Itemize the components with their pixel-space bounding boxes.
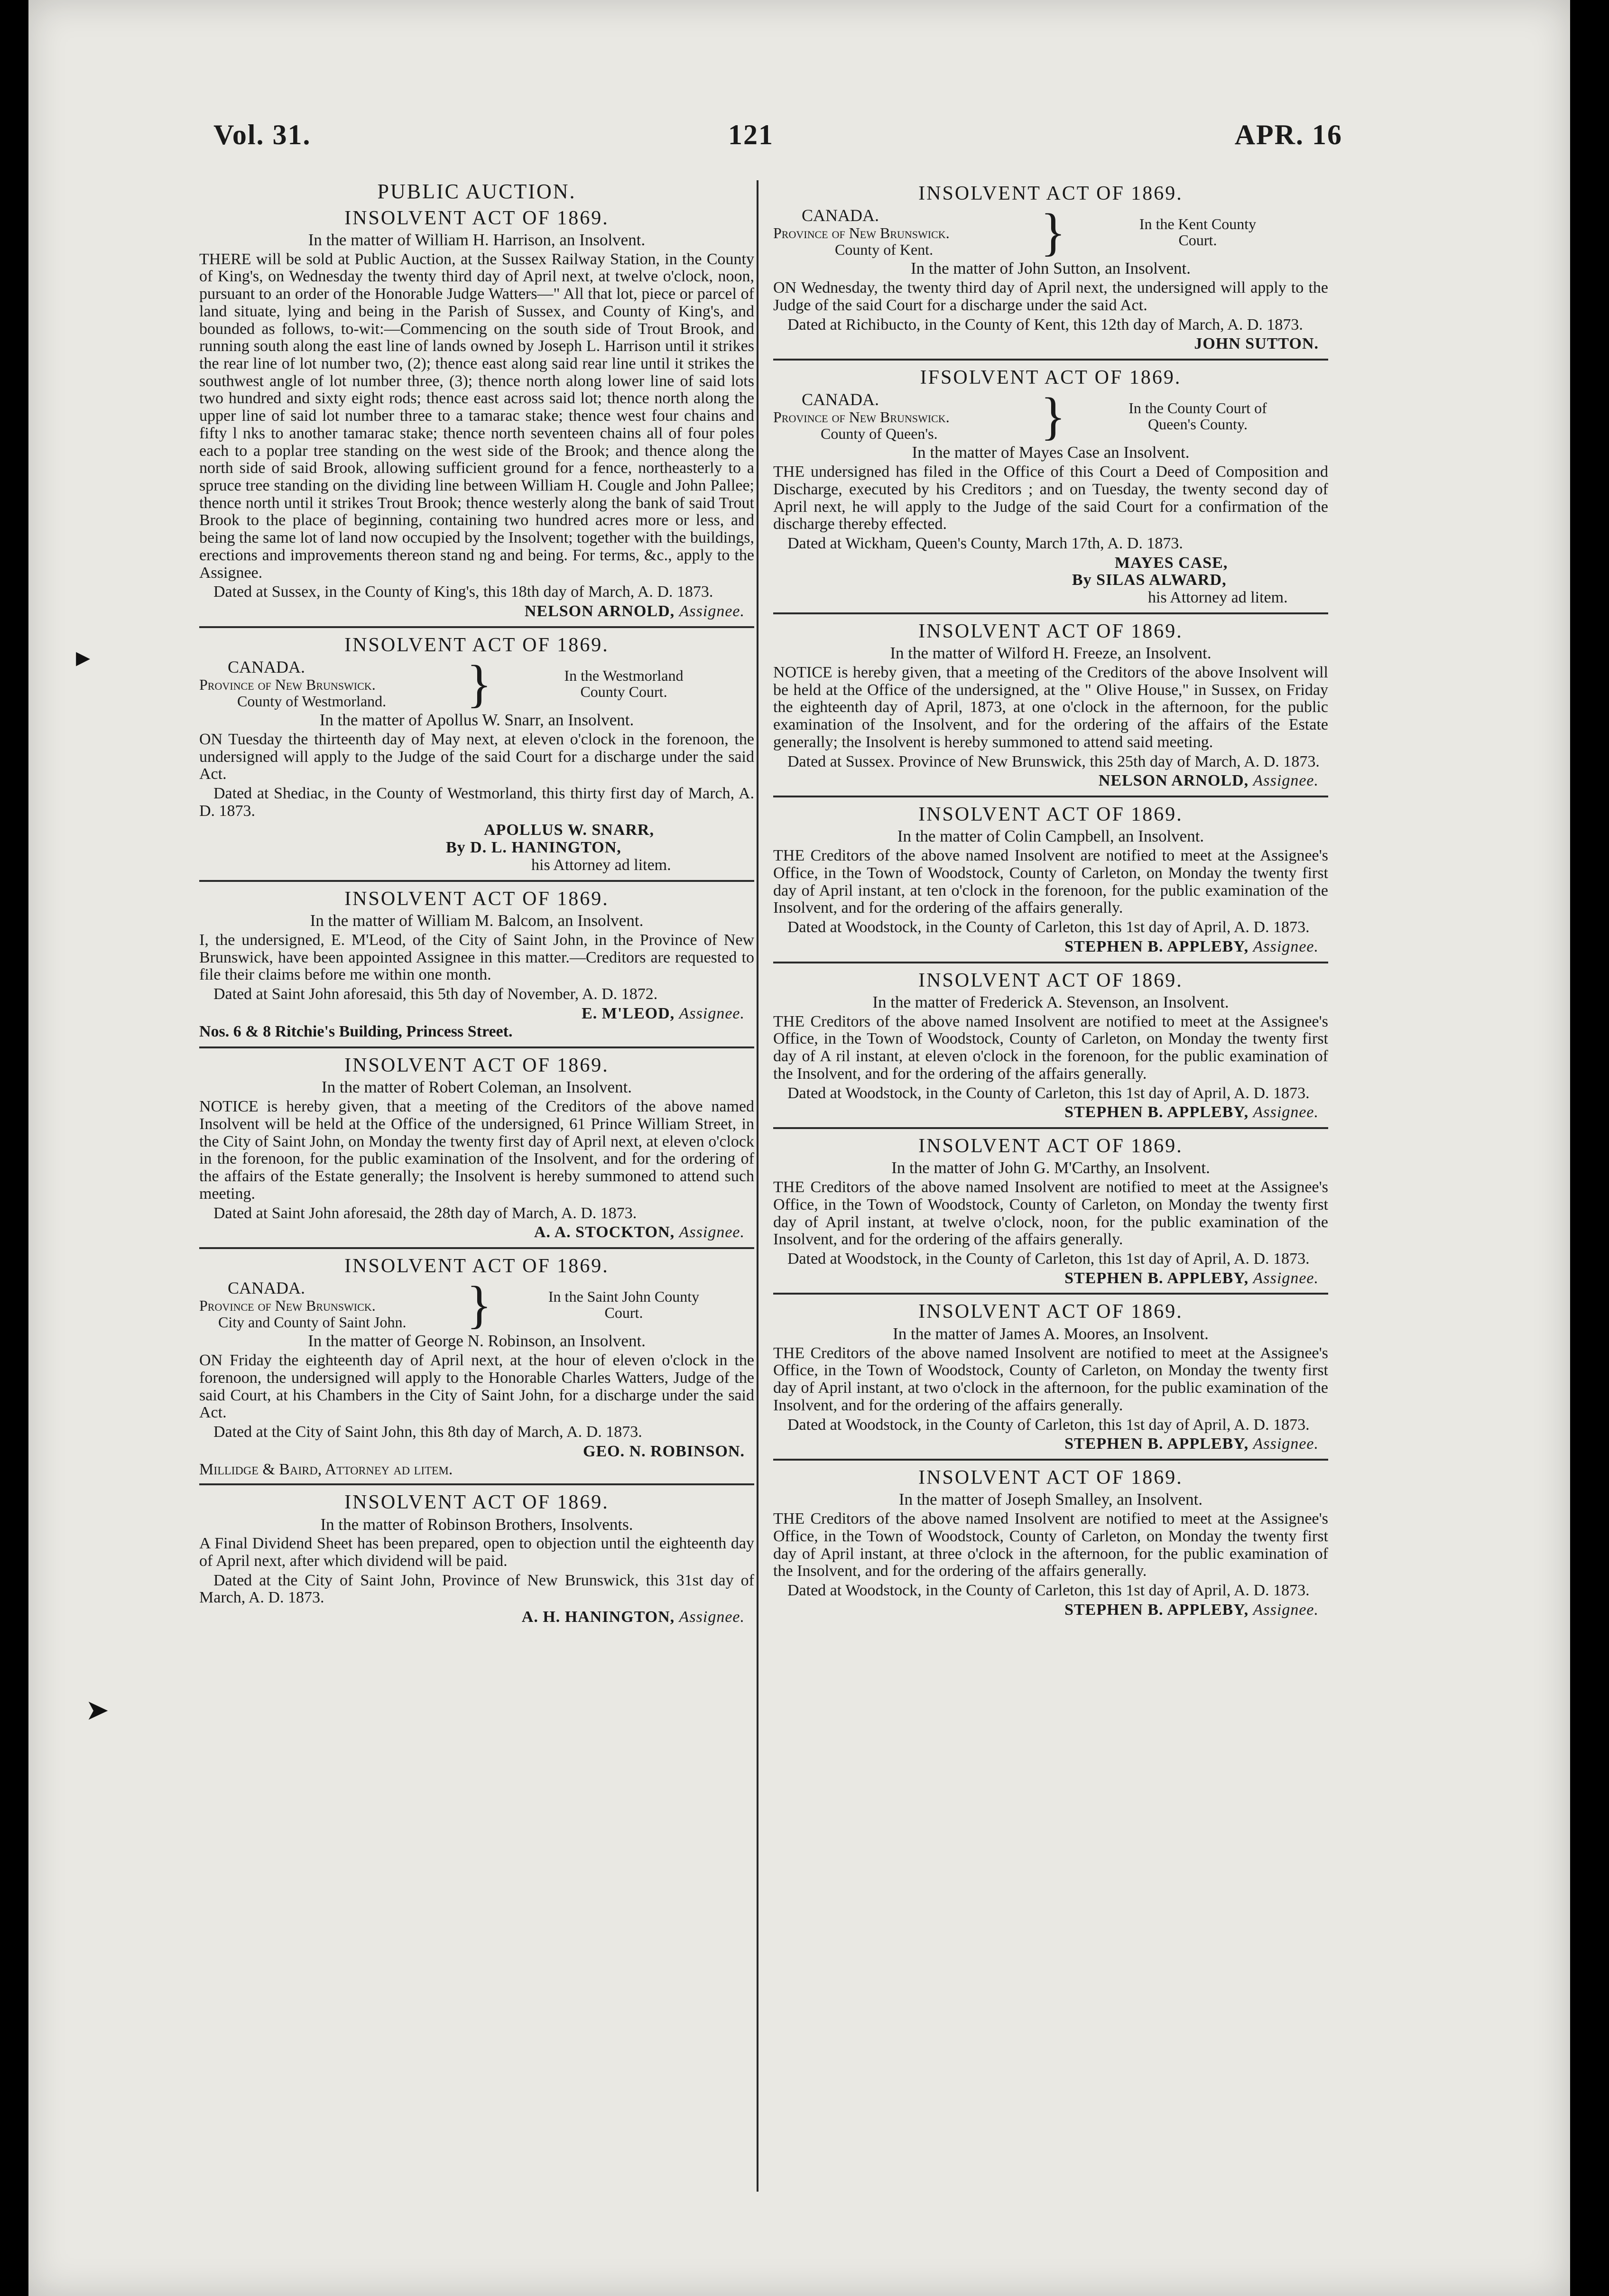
page-number: 121 bbox=[728, 119, 774, 150]
signer-name: STEPHEN B. APPLEBY, bbox=[1064, 1601, 1249, 1619]
notice-freeze bbox=[773, 621, 1328, 797]
notice-body: THE Creditors of the above named Insolvent are notified to meet at the Assignee's Office, in the Town of Woodstock, County of Carleton, on Monday the twenty first day of April instant, at ten o'clock in the forenoon, for the public examination of the Insolvent, and for the ordering of the affairs generally. bbox=[773, 847, 1328, 917]
jurisdiction-country: CANADA. bbox=[228, 657, 305, 677]
notice-dated: Dated at Woodstock, in the County of Carleton, this 1st day of April, A. D. 1873. bbox=[787, 1581, 1310, 1599]
jurisdiction-block bbox=[773, 387, 1328, 445]
signer-role: Assignee. bbox=[1253, 1103, 1319, 1121]
notice-body: THE Creditors of the above named Insolvent are notified to meet at the Assignee's Office, in the Town of Woodstock, County of Carleton, on Monday the twenty first day of April instant, at two o'clock in the afternoon, for the public examination of the Insolvent, and for the ordering of the affairs generally. bbox=[773, 1344, 1328, 1414]
notice-matter: In the matter of William H. Harrison, an Insolvent. bbox=[308, 230, 646, 249]
brace-icon: } bbox=[1040, 387, 1066, 445]
notice-signature bbox=[773, 938, 1319, 956]
notice-dated: Dated at Woodstock, in the County of Carleton, this 1st day of April, A. D. 1873. bbox=[787, 1084, 1310, 1102]
signer-name: STEPHEN B. APPLEBY, bbox=[1064, 937, 1249, 955]
notice-dated: Dated at Saint John aforesaid, the 28th day of March, A. D. 1873. bbox=[213, 1204, 637, 1222]
notice-dated: Dated at Saint John aforesaid, this 5th day of November, A. D. 1872. bbox=[213, 985, 658, 1003]
signature-block bbox=[199, 822, 754, 874]
signer-role: Assignee. bbox=[679, 1223, 745, 1241]
notice-title: INSOLVENT ACT OF 1869. bbox=[344, 1255, 609, 1278]
signer-name: A. H. HANINGTON, bbox=[521, 1608, 675, 1626]
jurisdiction-country: CANADA. bbox=[228, 1278, 305, 1298]
notice-dated: Dated at the City of Saint John, Province of New Brunswick, this 31st day of March, A. D. 1873. bbox=[199, 1571, 754, 1607]
notice-snarr bbox=[199, 635, 754, 882]
margin-mark-icon: ▸ bbox=[76, 641, 91, 673]
notice-balcom bbox=[199, 889, 754, 1048]
notice-title: INSOLVENT ACT OF 1869. bbox=[918, 1301, 1183, 1323]
notice-title: INSOLVENT ACT OF 1869. bbox=[344, 634, 609, 656]
attorney-role: his Attorney ad litem. bbox=[531, 856, 671, 874]
notice-harrison bbox=[199, 180, 754, 628]
notice-signature bbox=[199, 1609, 745, 1626]
notice-signature bbox=[773, 772, 1319, 790]
signature-block bbox=[773, 555, 1328, 607]
notice-title: INSOLVENT ACT OF 1869. bbox=[918, 969, 1183, 991]
jurisdiction-country: CANADA. bbox=[802, 206, 879, 225]
notice-dated: Dated at Woodstock, in the County of Carleton, this 1st day of April, A. D. 1873. bbox=[787, 1250, 1310, 1268]
notice-body: THERE will be sold at Public Auction, at the Sussex Railway Station, in the County of King's, on Wednesday the twenty third day of April next, at twelve o'clock, noon, pursuant to an order of the Honorable Judge Watters—" All that lot, piece or parcel of land situate, lying and being in the Parish of Sussex, and County of King's, and bounded as follows, to-wit:—Commencing on the south side of Trout Brook, and running south along the east line of lands owned by Joseph L. Harrison until it strikes the rear line of lot number two, (2); thence east along said rear line until it strikes the southwest angle of lot number three, (3); thence north along lower line of said lots two hundred and sixty eight rods; thence east across said lot; thence north along the upper line of said lot number three to a tamarac stake; thence west four chains and fifty l nks to another tamarac stake; thence north seventeen chains all of four poles each to a poplar tree standing on the west side of the Brook; and thence along the north side of said Brook, allowing sufficient ground for a fence, northeasterly to a spruce tree standing on the dividing line between William H. Cougle and John Pallee; thence north until it strikes Trout Brook; thence westerly along the bank of said Trout Brook to the place of beginning, containing two hundred acres more or less, and being the same lot of land now occupied by the Insolvent; together with the buildings, erections and improvements thereon stand ng and being. For terms, &c., apply to the Assignee. bbox=[199, 250, 754, 582]
signer-name: NELSON ARNOLD, bbox=[1098, 772, 1249, 790]
signer-name: JOHN SUTTON. bbox=[1194, 335, 1319, 353]
notice-title: INSOLVENT ACT OF 1869. bbox=[918, 620, 1183, 642]
notice-stevenson bbox=[773, 970, 1328, 1129]
column-divider bbox=[757, 180, 758, 2192]
notice-matter: In the matter of John Sutton, an Insolvent. bbox=[910, 259, 1191, 278]
jurisdiction-province: Province of New Brunswick. bbox=[773, 408, 950, 426]
notice-campbell bbox=[773, 804, 1328, 963]
notice-body: NOTICE is hereby given, that a meeting of the Creditors of the above named Insolvent will be held at the Office of the undersigned, 61 Prince William Street, in the City of Saint John, on Monday the twenty first day of April next, at eleven o'clock in the forenoon, for the public examination of the Insolvent, and for the ordering of the affairs of the Estate generally; the Insolvent is hereby summoned to attend such meeting. bbox=[199, 1098, 754, 1203]
notice-title: IFSOLVENT ACT OF 1869. bbox=[920, 367, 1182, 389]
notice-body: THE Creditors of the above named Insolvent are notified to meet at the Assignee's Office, in the Town of Woodstock, County of Carleton, on Monday the twenty first day of April instant, at twelve o'clock, noon, for the public examination of the Insolvent, and for the ordering of the affairs generally. bbox=[773, 1178, 1328, 1249]
signer-role: Assignee. bbox=[679, 1608, 745, 1626]
attorney-role: his Attorney ad litem. bbox=[1148, 589, 1288, 607]
notice-matter: In the matter of Robinson Brothers, Insolvents. bbox=[320, 1515, 633, 1534]
signer-role: Assignee. bbox=[1253, 1601, 1319, 1619]
jurisdiction-county: County of Queen's. bbox=[821, 425, 938, 442]
notice-dated: Dated at the City of Saint John, this 8th day of March, A. D. 1873. bbox=[213, 1423, 642, 1441]
brace-icon: } bbox=[1040, 203, 1066, 261]
signer-role: Assignee. bbox=[679, 602, 745, 620]
notice-smalley bbox=[773, 1467, 1328, 1624]
page-header bbox=[213, 119, 1342, 171]
notice-signature bbox=[773, 1270, 1319, 1287]
margin-mark-icon: ➤ bbox=[85, 1694, 110, 1726]
court-name: In the Kent County bbox=[1139, 215, 1257, 232]
notice-matter: In the matter of Apollus W. Snarr, an Insolvent. bbox=[319, 711, 634, 730]
notice-title: INSOLVENT ACT OF 1869. bbox=[918, 183, 1183, 204]
notice-title: INSOLVENT ACT OF 1869. bbox=[344, 888, 609, 910]
notice-matter: In the matter of James A. Moores, an Insolvent. bbox=[893, 1324, 1209, 1343]
notice-matter: In the matter of Robert Coleman, an Insolvent. bbox=[321, 1078, 632, 1097]
jurisdiction-province: Province of New Brunswick. bbox=[199, 676, 376, 693]
notice-title: INSOLVENT ACT OF 1869. bbox=[344, 207, 609, 229]
notice-body: THE Creditors of the above named Insolvent are notified to meet at the Assignee's Office, in the Town of Woodstock, County of Carleton, on Monday the twenty first day of A ril instant, at eleven o'clock in the forenoon, for the public examination of the Insolvent, and for the ordering of the affairs generally. bbox=[773, 1012, 1328, 1083]
court-name: In the County Court of bbox=[1128, 399, 1267, 417]
court-name-cont: Court. bbox=[604, 1304, 643, 1322]
signer-role: Assignee. bbox=[1253, 1269, 1319, 1287]
jurisdiction-province: Province of New Brunswick. bbox=[773, 224, 950, 242]
notice-body: I, the undersigned, E. M'Leod, of the City of Saint John, in the Province of New Brunswick, have been appointed Assignee in this matter.—Creditors are requested to file their claims before me within one month. bbox=[199, 931, 754, 984]
notice-signature bbox=[773, 1435, 1319, 1453]
signer-role: Assignee. bbox=[1253, 937, 1319, 955]
notice-robinson bbox=[199, 1256, 754, 1485]
notice-matter: In the matter of Wilford H. Freeze, an Insolvent. bbox=[890, 644, 1211, 663]
signer-name: E. M'LEOD, bbox=[582, 1004, 675, 1022]
jurisdiction-county: County of Westmorland. bbox=[237, 692, 387, 710]
jurisdiction-block bbox=[199, 654, 754, 713]
notice-signature bbox=[199, 1224, 745, 1241]
signer-name: GEO. N. ROBINSON. bbox=[583, 1442, 745, 1460]
auction-heading: PUBLIC AUCTION. bbox=[377, 180, 576, 203]
left-column bbox=[199, 180, 754, 1639]
notice-case bbox=[773, 367, 1328, 614]
notice-title: INSOLVENT ACT OF 1869. bbox=[344, 1491, 609, 1514]
notice-matter: In the matter of Joseph Smalley, an Insolvent. bbox=[898, 1490, 1203, 1509]
notice-matter: In the matter of Colin Campbell, an Insolvent. bbox=[897, 827, 1204, 846]
signer-role: Assignee. bbox=[1253, 772, 1319, 790]
notice-signature bbox=[199, 603, 745, 620]
signer-name: NELSON ARNOLD, bbox=[524, 602, 675, 620]
notice-signature bbox=[773, 1104, 1319, 1121]
notice-matter: In the matter of William M. Balcom, an Insolvent. bbox=[310, 911, 644, 930]
notice-dated: Dated at Sussex, in the County of King's, this 18th day of March, A. D. 1873. bbox=[213, 583, 713, 601]
signer-name: MAYES CASE, bbox=[1115, 554, 1228, 572]
notice-matter: In the matter of Frederick A. Stevenson, an Insolvent. bbox=[872, 992, 1229, 1011]
notice-body: THE undersigned has filed in the Office of this Court a Deed of Composition and Discharge, executed by his Creditors ; and on Tuesday, the twenty second day of April next, he will apply to the Judge of the said Court for a confirmation of the discharge thereby effected. bbox=[773, 463, 1328, 533]
signer-attorney: By SILAS ALWARD, bbox=[1072, 571, 1227, 589]
jurisdiction-block bbox=[773, 203, 1328, 261]
notice-mccarthy bbox=[773, 1136, 1328, 1295]
notice-title: INSOLVENT ACT OF 1869. bbox=[344, 1055, 609, 1077]
notice-body: ON Wednesday, the twenty third day of April next, the undersigned will apply to the Judge of the said Court for a discharge under the said Act. bbox=[773, 279, 1328, 314]
jurisdiction-county: City and County of Saint John. bbox=[218, 1313, 407, 1331]
notice-dated: Dated at Wickham, Queen's County, March 17th, A. D. 1873. bbox=[787, 535, 1183, 552]
notice-coleman bbox=[199, 1055, 754, 1249]
notice-dated: Dated at Woodstock, in the County of Carleton, this 1st day of April, A. D. 1873. bbox=[787, 918, 1310, 936]
volume-number: Vol. 31. bbox=[213, 119, 311, 150]
court-name: In the Saint John County bbox=[548, 1287, 700, 1305]
issue-date: APR. 16 bbox=[1234, 119, 1342, 150]
signer-role: Assignee. bbox=[679, 1004, 745, 1022]
brace-icon: } bbox=[466, 1275, 492, 1333]
notice-matter: In the matter of George N. Robinson, an Insolvent. bbox=[308, 1332, 646, 1351]
signer-address: Nos. 6 & 8 Ritchie's Building, Princess Street. bbox=[199, 1023, 513, 1041]
jurisdiction-block bbox=[199, 1275, 754, 1333]
brace-icon: } bbox=[466, 654, 492, 713]
notice-body: ON Tuesday the thirteenth day of May next, at eleven o'clock in the forenoon, the undersigned will apply to the Judge of the said Court for a discharge under the said Act. bbox=[199, 730, 754, 783]
notice-dated: Dated at Shediac, in the County of Westmorland, this thirty first day of March, A. D. 1873. bbox=[199, 785, 754, 820]
notice-dated: Dated at Richibucto, in the County of Kent, this 12th day of March, A. D. 1873. bbox=[787, 315, 1303, 333]
notice-body: A Final Dividend Sheet has been prepared, open to objection until the eighteenth day of April next, after which dividend will be paid. bbox=[199, 1535, 754, 1570]
notice-signature bbox=[773, 1602, 1319, 1619]
notice-signature bbox=[199, 1005, 745, 1023]
court-name-cont: Court. bbox=[1178, 231, 1217, 249]
signer-name: STEPHEN B. APPLEBY, bbox=[1064, 1103, 1249, 1121]
signer-name: A. A. STOCKTON, bbox=[534, 1223, 675, 1241]
gazette-page bbox=[28, 0, 1570, 2296]
notice-dated: Dated at Sussex. Province of New Brunswick, this 25th day of March, A. D. 1873. bbox=[787, 752, 1320, 770]
jurisdiction-province: Province of New Brunswick. bbox=[199, 1297, 376, 1315]
notice-matter: In the matter of Mayes Case an Insolvent. bbox=[912, 443, 1190, 462]
signer-name: STEPHEN B. APPLEBY, bbox=[1064, 1269, 1249, 1287]
signer-attorney: By D. L. HANINGTON, bbox=[446, 839, 621, 857]
signer-name: APOLLUS W. SNARR, bbox=[484, 821, 654, 839]
notice-body: ON Friday the eighteenth day of April next, at the hour of eleven o'clock in the forenoon, the undersigned will apply to the Honorable Charles Watters, Judge of the said Court, at his Chambers in the City of Saint John, for a discharge under the said Act. bbox=[199, 1352, 754, 1422]
notice-title: INSOLVENT ACT OF 1869. bbox=[918, 804, 1183, 826]
notice-dated: Dated at Woodstock, in the County of Carleton, this 1st day of April, A. D. 1873. bbox=[787, 1416, 1310, 1434]
attorney-line: Millidge & Baird, Attorney ad litem. bbox=[199, 1461, 453, 1479]
notice-moores bbox=[773, 1301, 1328, 1460]
court-name-cont: Queen's County. bbox=[1148, 416, 1248, 433]
notice-title: INSOLVENT ACT OF 1869. bbox=[918, 1466, 1183, 1489]
court-name: In the Westmorland bbox=[564, 667, 684, 684]
signer-role: Assignee. bbox=[1253, 1435, 1319, 1453]
signer-name: STEPHEN B. APPLEBY, bbox=[1064, 1435, 1249, 1453]
notice-title: INSOLVENT ACT OF 1869. bbox=[918, 1135, 1183, 1157]
court-name-cont: County Court. bbox=[580, 683, 667, 701]
notice-body: THE Creditors of the above named Insolvent are notified to meet at the Assignee's Office, in the Town of Woodstock, County of Carleton, on Monday the twenty first day of April instant, at three o'clock in the afternoon, for the public examination of the Insolvent, and for the ordering of the affairs generally. bbox=[773, 1510, 1328, 1580]
jurisdiction-country: CANADA. bbox=[802, 390, 879, 409]
jurisdiction-county: County of Kent. bbox=[835, 241, 934, 258]
notice-sutton bbox=[773, 183, 1328, 361]
notice-robinson-brothers bbox=[199, 1492, 754, 1632]
right-column bbox=[773, 180, 1328, 1631]
notice-body: NOTICE is hereby given, that a meeting of the Creditors of the above Insolvent will be held at the Office of the undersigned, at the " Olive House," in Sussex, on Friday the eighteenth day of April, 1873, at one o'clock in the afternoon, for the public examination of the Insolvent, and for the ordering of the affairs of the Estate generally; the Insolvent is hereby summoned to attend said meeting. bbox=[773, 664, 1328, 751]
notice-matter: In the matter of John G. M'Carthy, an Insolvent. bbox=[891, 1158, 1210, 1177]
